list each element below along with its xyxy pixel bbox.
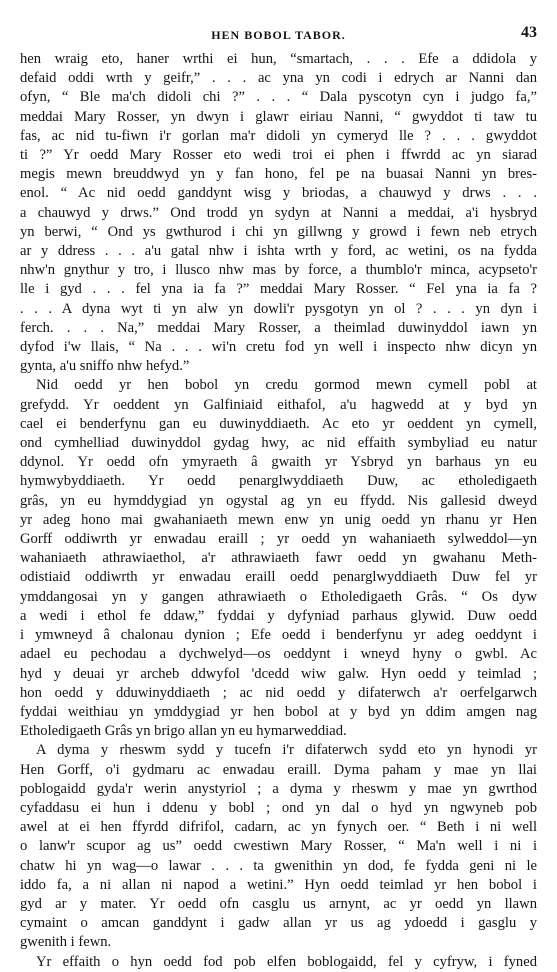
text-line: ofyn, “ Ble ma'ch didoli chi ?” . . . “ Dala pyscotyn cyn i judgo fa,”	[20, 89, 537, 106]
paragraph	[20, 953, 537, 972]
text-line: gynta, a'u sniffo nhw hefyd.”	[20, 358, 190, 375]
text-line: hon oedd y dduwinyddiaeth ; ac nid oedd y difaterwch a'r oerfelgarwch	[20, 684, 537, 701]
text-line: adael eu pechodau a dychwelyd—os oeddynt i wneyd hyny o gwbl. Ac	[20, 646, 537, 663]
text-line: ar y ddress . . . a'u gatal nhw i ishta wrth y ford, ac wetini, os na fydda	[20, 243, 537, 260]
text-line: chatw hi yn wag—o lawar . . . ta gwenithin yn dod, fe fydda geni ni le	[20, 857, 537, 874]
text-line: ond cymhelliad duwinyddol gydag hwy, ac nid effaith symbyliad eu natur	[20, 435, 537, 452]
text-line: hen wraig eto, haner wrthi ei hun, “smartach, . . . Efe a ddidola y	[20, 51, 537, 67]
paragraph	[20, 741, 537, 952]
text-line: a chauwyd y drws.” Ond trodd yn sydyn at Nanni a meddai, a'i hysbryd	[20, 204, 537, 221]
body-text	[20, 50, 537, 972]
text-line: awel at ei hen ffyrdd difrifol, cadarn, ac yn fynych oer. “ Beth i ni well	[20, 819, 537, 836]
text-line: lle i gyd . . . fel yna ia fa ?” meddai Mary Rosser. “ Fel yna ia fa ?	[20, 281, 537, 298]
text-line: . . . A dyna wyt ti yn alw yn dowli'r pysgotyn yn ol ? . . . yn dyn i	[20, 300, 537, 317]
text-line: i ymwneyd â chalonau dynion ; Efe oedd i benderfynu yr adeg oeddynt i	[20, 627, 537, 644]
text-line: grâs, yn eu hymddygiad yn ogystal ag yn eu ffydd. Nis gallesid dweyd	[20, 492, 537, 509]
text-line: cyfaddasu ei hun i ddenu y bobl ; ond yn dal o hyd yn ngwyneb pob	[20, 799, 537, 816]
text-line: yn berwi, “ Ond ys gwthurod i chi yn gillwng y growd i fewn neb etrych	[20, 223, 537, 240]
text-line: yr adeg hono mai gwahaniaeth mewn enw yn unig oedd yn rhanu yr Hen	[20, 511, 537, 528]
text-line: cael ei benderfynu gan eu duwinyddiaeth. Ac eto yr oeddent yn cymell,	[20, 415, 537, 432]
text-line: wahaniaeth athrawiaethol, a'r athrawiaeth fawr oedd yn gwahanu Meth-	[20, 550, 537, 567]
text-line: defaid oddi wrth y geifr,” . . . ac yna yn codi i edrych ar Nanni dan	[20, 70, 537, 87]
text-line: ferch. . . . Na,” meddai Mary Rosser, a theimlad duwinyddol iawn yn	[20, 319, 537, 336]
text-line: fas, ac nid tu-fiwn i'r gorlan ma'r didoli yn cymeryd lle ? . . . gwyddot	[20, 127, 537, 144]
text-line: A dyma y rheswm sydd y tucefn i'r difaterwch sydd eto yn hynodi yr	[36, 742, 537, 759]
text-line: fyddai weithiau yn ymddygiad yr hen bobol at y byd yn ddim amgen nag	[20, 703, 537, 720]
text-line: odistiaid oddiwrth yr enwadau eraill oedd penarglwyddiaeth Duw fel yr	[20, 569, 537, 586]
text-line: ymddangosai yn y gangen athrawiaeth o Etholedigaeth Grâs. “ Os dyw	[20, 588, 537, 605]
text-line: hymwybyddiaeth. Yr oedd penarglwyddiaeth Duw, ac etholedigaeth	[20, 473, 537, 490]
page-number: 43	[521, 24, 537, 41]
text-line: megis mewn breuddwyd yn y fan hono, fel pe na buasai Nanni yn bres-	[20, 166, 537, 183]
text-line: cymaint o amcan ganddynt i gadw allan yr us ag ydoedd i gasglu y	[20, 915, 537, 932]
text-line: Nid oedd yr hen bobol yn credu gormod mewn cymell pobl at	[36, 377, 537, 394]
text-line: o lanw'r scupor ag us” oedd cwestiwn Mary Rosser, “ Ma'n well i ni i	[20, 838, 537, 855]
text-line: enol. “ Ac nid oedd ganddynt wisg y briodas, a chauwyd y drws . . .	[20, 185, 537, 202]
text-line: Etholedigaeth Grâs yn brigo allan yn eu hymarweddiad.	[20, 723, 347, 740]
text-line: hyd y deuai yr archeb ddwyfol 'dcedd wiw galw. Hyn oedd y teimlad ;	[20, 665, 537, 682]
text-line: meddai Mary Rosser, yn dwyn i glawr eiriau Nanni, “ gwyddot ti taw tu	[20, 108, 537, 125]
page-header	[20, 24, 537, 50]
running-head: HEN BOBOL TABOR.	[211, 28, 346, 42]
paragraph	[20, 376, 537, 741]
text-line: gyd ar y mater. Yr oedd ofn casglu us arnynt, ac yr oedd yn llawn	[20, 895, 537, 912]
text-line: grefydd. Yr oeddent yn Galfiniaid eithafol, a'u hagwedd at y byd yn	[20, 396, 537, 413]
text-line: dyfod i'w llais, “ Na . . . wi'n cretu fod yn well i inspecto nhw dicyn yn	[20, 339, 537, 356]
text-line: iddo fa, a ni allan ni napod a wetini.” Hyn oedd teimlad yr hen bobol i	[20, 876, 537, 893]
text-line: poblogaidd gyda'r werin anystyriol ; a dyma y rheswm y mae yn gwrthod	[20, 780, 537, 797]
text-line: nhw'n gnythur y tro, i llusco nhw mas by force, a thumblo'r minca, acypseto'r	[20, 262, 537, 279]
paragraph	[20, 50, 537, 376]
text-line: Gorff oddiwrth yr enwadau eraill ; yr oedd yn wahaniaeth sylweddol—yn	[20, 531, 537, 548]
text-line: Hen Gorff, o'i gydmaru ac enwadau eraill. Dyma paham y mae yn llai	[20, 761, 537, 778]
text-line: gwenith i fewn.	[20, 934, 112, 951]
text-line: ddynol. Yr oedd ofn ymyraeth â gwaith yr Ysbryd yn barhaus yn eu	[20, 454, 537, 471]
text-line: ti ?” Yr oedd Mary Rosser eto wedi troi ei phen i ffwrdd ac yn siarad	[20, 147, 537, 164]
text-line: Yr effaith o hyn oedd fod pob elfen boblogaidd, fel y cyfryw, i fyned	[36, 953, 537, 970]
text-line: a wedi i ethol fe ddaw,” fyddai y dyfyniad parhaus glywid. Duw oedd	[20, 607, 537, 624]
